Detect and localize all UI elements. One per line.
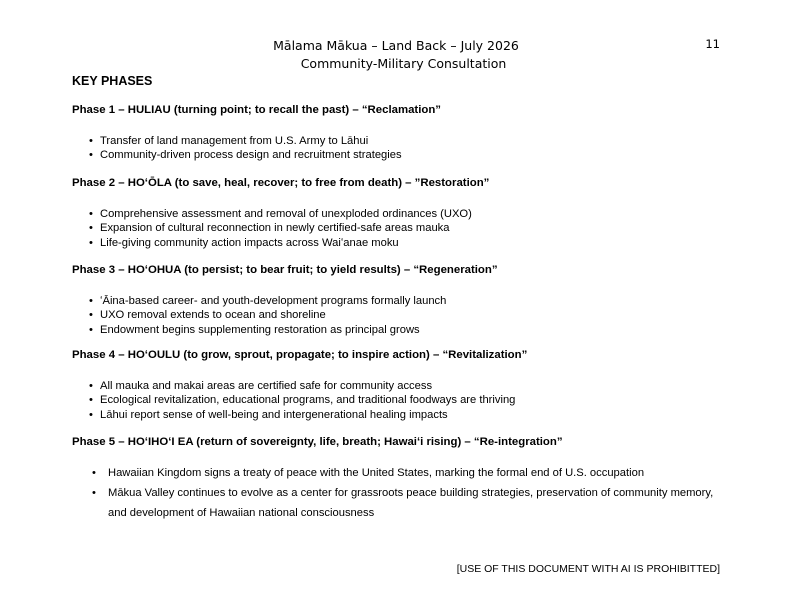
list-item: [72, 379, 732, 393]
list-item: [72, 393, 732, 407]
list-item: [72, 408, 732, 422]
bullet-icon: •: [92, 487, 96, 499]
list-item: [72, 308, 732, 322]
phase-items: [72, 134, 732, 163]
phase-1: [72, 103, 732, 163]
bullet-icon: •: [89, 408, 93, 421]
phase-title: Phase 3 – HOʻOHUA (to persist; to bear fruit; to yield results) – “Regeneration”: [72, 264, 498, 276]
phase-title: Phase 2 – HOʻŌLA (to save, heal, recover; to free from death) – ”Restoration”: [72, 177, 490, 189]
bullet-icon: •: [89, 295, 93, 307]
section-heading: KEY PHASES: [72, 74, 153, 88]
list-item-text: Comprehensive assessment and removal of unexploded ordinances (UXO): [100, 208, 472, 220]
list-item: [72, 236, 732, 250]
phase-5: [72, 435, 732, 523]
bullet-icon: •: [89, 323, 93, 336]
list-item-text: Ecological revitalization, educational programs, and traditional foodways are thriving: [100, 394, 516, 407]
list-item-text: Lāhui report sense of well-being and intergenerational healing impacts: [100, 408, 448, 421]
list-item-text: Community-driven process design and recruitment strategies: [100, 149, 402, 162]
list-item-text: Mākua Valley continues to evolve as a center for grassroots peace building strategies, preservation of community memory, and development of Hawaiian national consciousness: [108, 487, 714, 519]
bullet-icon: •: [89, 394, 93, 407]
list-item: [72, 207, 732, 221]
bullet-icon: •: [89, 149, 93, 162]
list-item: [72, 134, 732, 148]
phase-4: [72, 348, 732, 422]
phase-items: [72, 207, 732, 250]
phase-2: [72, 176, 732, 250]
header-title-line1: Mālama Mākua – Land Back – July 2026: [273, 38, 519, 53]
footer-note: [USE OF THIS DOCUMENT WITH AI IS PROHIBITTED]: [456, 563, 720, 575]
bullet-icon: •: [89, 380, 93, 392]
bullet-icon: •: [89, 236, 93, 249]
list-item-text: Life-giving community action impacts across Waiʻanae moku: [100, 236, 399, 249]
bullet-icon: •: [92, 467, 96, 479]
list-item: [72, 323, 732, 337]
list-item: [72, 483, 728, 523]
list-item-text: UXO removal extends to ocean and shoreline: [100, 309, 326, 322]
phase-title: Phase 5 – HOʻIHOʻI EA (return of sovereignty, life, breath; Hawaiʻi rising) – “Re-integration”: [72, 436, 563, 448]
phase-title: Phase 1 – HULIAU (turning point; to recall the past) – “Reclamation”: [72, 104, 441, 116]
page-number: 11: [705, 37, 720, 51]
bullet-icon: •: [89, 309, 93, 322]
phase-items: [72, 294, 732, 337]
document-header: [0, 38, 792, 72]
bullet-icon: •: [89, 135, 93, 147]
list-item-text: Endowment begins supplementing restoration as principal grows: [100, 323, 420, 336]
list-item: [72, 463, 728, 483]
phase-items: [72, 379, 732, 422]
bullet-icon: •: [89, 208, 93, 220]
list-item: [72, 148, 732, 162]
header-title-line2: Community-Military Consultation: [300, 56, 507, 71]
list-item-text: Transfer of land management from U.S. Army to Lāhui: [100, 135, 369, 147]
phase-items: [72, 463, 732, 523]
list-item: [72, 294, 732, 308]
bullet-icon: •: [89, 222, 93, 235]
phase-title: Phase 4 – HOʻOULU (to grow, sprout, propagate; to inspire action) – “Revitalization”: [72, 349, 528, 361]
list-item-text: All mauka and makai areas are certified safe for community access: [100, 380, 433, 392]
phase-3: [72, 263, 732, 337]
list-item: [72, 221, 732, 235]
list-item-text: ʻĀina-based career- and youth-development programs formally launch: [100, 295, 447, 307]
list-item-text: Hawaiian Kingdom signs a treaty of peace with the United States, marking the formal end of U.S. occupation: [108, 467, 645, 479]
list-item-text: Expansion of cultural reconnection in newly certified-safe areas mauka: [100, 222, 450, 235]
